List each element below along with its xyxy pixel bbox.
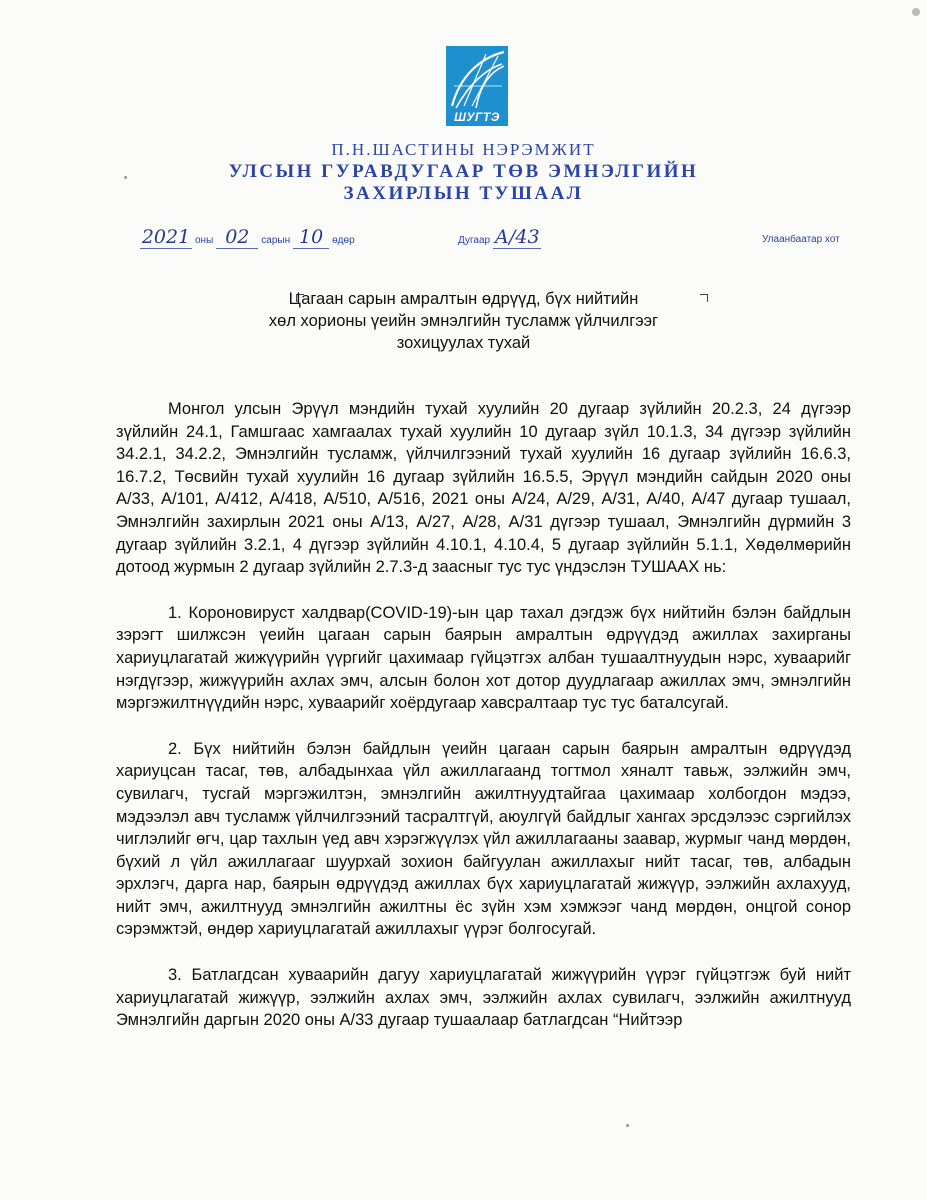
document-type-line: ЗАХИРЛЫН ТУШААЛ [343, 183, 584, 204]
subject-line: зохицуулах тухай [396, 334, 531, 352]
year-label: оны [195, 235, 214, 246]
named-after-line: П.Н.ШАСТИНЫ НЭРЭМЖИТ [331, 140, 596, 159]
scan-speck [626, 1124, 629, 1127]
month-label: сарын [261, 235, 291, 246]
date-year: 2021 [141, 226, 191, 248]
org-name-line: УЛСЫН ГУРАВДУГААР ТӨВ ЭМНЭЛГИЙН [228, 161, 699, 182]
day-label: өдөр [332, 235, 355, 246]
scan-speck [912, 8, 920, 16]
order-subject [200, 288, 727, 354]
clause-2-paragraph: 2. Бүх нийтийн бэлэн байдлын үеийн цагаан сарын баярын амралтын өдрүүдэд хариуцсан тасаг, төв, албадынхаа үйл ажиллагаанд тогтмол хяналт тавьж, ээлжийн эмч, сувилагч, тусгай мэргэжилтэн, эмнэлгийн ажилтнуудтайгаа цахимаар холбогдон мэдээ, мэдээлэл авч тусламж үйлчилгээний тасралтгүй, аюулгүй байдлыг хангах эрсдэлээс сэргийлэх чиглэлийг өгч, цар тахлын үед авч хэрэгжүүлэх үйл ажиллагааны заавар, журмыг чанд мөрдөн, бүхий л үйл ажиллагааг шуурхай зохион байгуулан ажиллахыг нийт тасаг, төв, албадын эрхлэгч, дарга нар, баярын өдрүүдэд ажиллах бүх хариуцлагатай жижүүр, ээлжийн ахлахууд, нийт эмч, ажилтнууд эмнэлгийн ажилтны ёс зүйн хэм хэмжээг чанд мөрдөн, онцгой сонор сэрэмжтэй, өндөр хариуцлагатай ажиллахыг үүрэг болгосугай. [116, 739, 851, 939]
clause-3-paragraph: 3. Батлагдсан хуваарийн дагуу хариуцлагатай жижүүрийн үүрэг гүйцэтгэж буй нийт хариуцлагатай жижүүр, ээлжийн ахлах эмч, ээлжийн ахлах сувилагч, ээлжийн ажилтнууд Эмнэлгийн даргын 2020 оны А/33 дугаар тушаалаар батлагдсан “Нийтээр [116, 966, 851, 1030]
number-label: Дугаар [458, 235, 491, 246]
hospital-logo [446, 46, 508, 126]
logo-text: ШУГТЭ [454, 110, 500, 124]
order-number: А/43 [494, 226, 540, 248]
subject-line: хөл хорионы үеийн эмнэлгийн тусламж үйлчилгээг [268, 312, 659, 330]
order-number-field [455, 226, 541, 249]
subject-line: Цагаан сарын амралтын өдрүүд, бүх нийтийн [288, 290, 639, 308]
city-label: Улаанбаатар хот [762, 234, 840, 245]
clause-1-paragraph: 1. Короновируст халдвар(COVID-19)-ын цар тахал дэгдэж бүх нийтийн бэлэн байдлын зэрэгт шилжсэн үеийн цагаан сарын баярын амралтын өдрүүдэд ажиллах захирганы хариуцлагатай жижүүрийн үүргийг цахимаар гүйцэтгэх албан тушаалтнуудын нэрс, хуваарийг нэгдүгээр, жижүүрийн ахлах эмч, алсын болон хот дотор дуудлагаар ажиллах эмч, эмнэлгийн мэргэжилтнүүдийн нэрс, хуваарийг хоёрдугаар хавсралтаар тус тус баталсугай. [116, 603, 851, 713]
date-day: 10 [293, 226, 329, 249]
date-month: 02 [216, 226, 258, 249]
scan-speck [124, 176, 127, 179]
preamble-paragraph: Монгол улсын Эрүүл мэндийн тухай хуулийн 20 дугаар зүйлийн 20.2.3, 24 дүгээр зүйлийн 24.1, Гамшгаас хамгаалах тухай хуулийн 10 дугаар зүйл 10.1.3, 34 дүгээр зүйлийн 34.2.1, 34.2.2, Эмнэлгийн тусламж, үйлчилгээний тухай хуулийн 16 дугаар зүйлийн 16.6.3, 16.7.2, Төсвийн тухай хуулийн 16 дугаар зүйлийн 16.5.5, Эрүүл мэндийн сайдын 2020 оны А/33, А/101, А/412, А/418, А/510, А/516, 2021 оны А/24, А/29, А/31, А/40, А/47 дугаар тушаал, Эмнэлгийн захирлын 2021 оны А/13, А/27, А/28, А/31 дүгээр тушаал, Эмнэлгийн дүрмийн 3 дугаар зүйлийн 3.2.1, 4 дүгээр зүйлийн 4.10.1, 4.10.4, 5 дугаар зүйлийн 5.1.1, Хөдөлмөрийн дотоод журмын 2 дугаар зүйлийн 2.7.3-д заасныг тус тус үндэслэн ТУШААХ нь: [116, 400, 851, 577]
date-field [140, 226, 358, 249]
order-body [116, 398, 851, 1032]
